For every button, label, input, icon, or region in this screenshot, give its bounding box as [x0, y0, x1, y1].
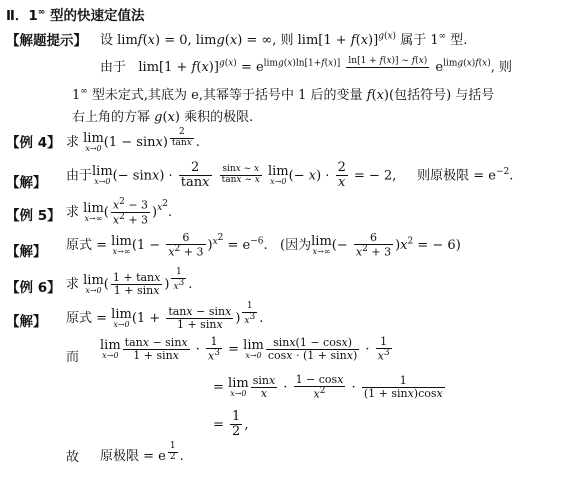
example-6-label: 【例 6】 [6, 280, 61, 296]
example-5-solution-label: 【解】 [6, 244, 47, 260]
example-6-step-2: = lim x→0 $\frac{\sin x}{x}$ · $\frac{1 - \cos x}{x^2}$ · $\frac{1}{(1 + \sin x)\cos x}$ [213, 373, 443, 401]
example-6-question: 求 lim x→0 ( $\frac{1 + \tan x}{1 + \sin x}$ ) $^{\frac{1}{x^3}}$ . [66, 267, 193, 298]
section-heading: Ⅱ．1∞ 型的快速定值法 [6, 7, 145, 24]
example-5-question: 求 lim x→∞ ( $\frac{x^2 - 3}{x^2 + 3}$ )$^{x^2}$. [66, 197, 173, 227]
example-5-label: 【例 5】 [6, 208, 61, 224]
example-6-solution: 原式 = lim x→0 (1 + $\frac{\tan x - \sin x}{1 + \sin x}$ ) $^{\frac{1}{x^3}}$ . [66, 301, 264, 332]
hint-line-2: 由于 $\lim[1 + f(x)]^{g(x)} = e^{limg(x)ln[1+f(x)]}$ ln[1 + f(x)] ~ f(x) $e^{limg(x)f(x)}$, 则 [100, 56, 512, 75]
hint-line-3: 1∞ 型未定式,其底为 e,其幂等于括号中 1 后的变量 f(x)(包括符号) 与括号 [72, 86, 495, 103]
example-6-conclusion-label: 故 [66, 450, 80, 465]
hint-line-1: 设 limf(x) = 0, limg(x) = ∞, 则 $\lim[1 + f(x)]^{g(x)}$ 属于 1∞ 型. [100, 31, 468, 48]
example-6-step-3: = $\frac{1}{2}$ , [213, 409, 249, 440]
example-4-solution: 由于 lim x→0 (− sinx) · $\frac{2}{\tan x}$ $\frac{\sin x \sim x}{\tan x \sim x}$ lim x→0 (− x) · $\frac{2}{x}$ = − 2, 则原极限 = $e^{-2}$. [66, 160, 514, 191]
example-6-solution-label: 【解】 [6, 314, 47, 330]
example-5-solution: 原式 = lim x→∞ (1 − $\frac{6}{x^2 + 3}$ )$^{x^2} = e^{-6}$. (因为 lim x→∞ (− $\frac{6}{x^2 + 3}$ )$x^2$ = − 6) [66, 231, 461, 259]
example-6-and-label: 而 [66, 350, 80, 365]
example-4-label: 【例 4】 [6, 135, 61, 151]
example-4-question: 求 lim x→0 (1 − sinx) $^{\frac{2}{\tan x}}$ . [66, 127, 200, 154]
hint-label: 【解题提示】 [6, 33, 87, 49]
example-4-solution-label: 【解】 [6, 175, 47, 191]
hint-line-4: 右上角的方幂 g(x) 乘积的极限. [72, 110, 254, 125]
example-6-step-1: lim x→0 $\frac{\tan x - \sin x}{1 + \sin x}$ · $\frac{1}{x^3}$ = lim x→0 $\frac{\sin x(1 - \cos x)}{\cos x \cdot (1 + \sin x)}$ · $\frac{1}{x^3}$ [100, 335, 390, 363]
example-6-conclusion: 原极限 = e $^{\frac{1}{2}}$ . [100, 441, 184, 465]
